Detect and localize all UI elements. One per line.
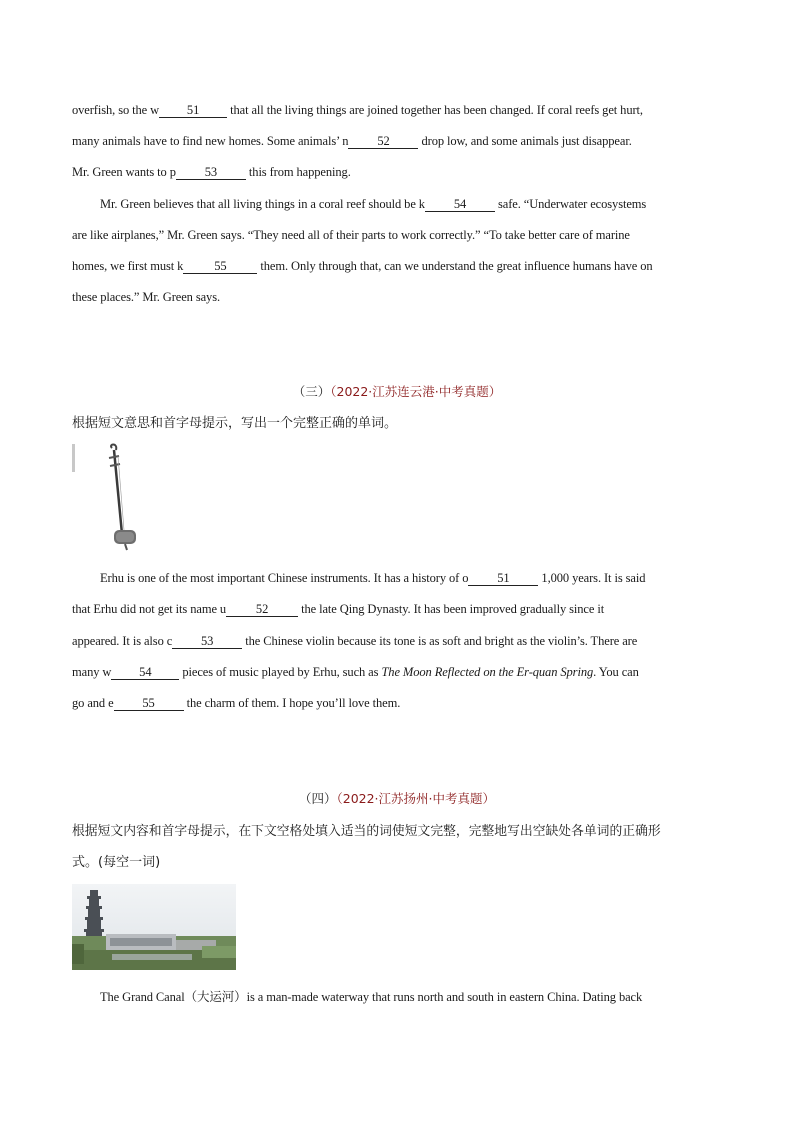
- answer-blank-55: 55: [183, 260, 257, 274]
- passage-line-7: these places.” Mr. Green says.: [72, 290, 220, 304]
- grand-canal-image: [72, 884, 236, 970]
- answer-blank-52b: 52: [226, 603, 298, 617]
- passage-line-6: homes, we first must k 55 them. Only through that, can we understand the great influence humans have on: [72, 259, 653, 273]
- answer-blank-53: 53: [176, 166, 246, 180]
- erhu-line-1: Erhu is one of the most important Chinese instruments. It has a history of o 51 1,000 years. It is said: [100, 571, 646, 585]
- erhu-line-2: that Erhu did not get its name u 52 the late Qing Dynasty. It has been improved gradually since it: [72, 602, 605, 616]
- section-4-instruction-1: 根据短文内容和首字母提示，在下文空格处填入适当的词使短文完整，完整地写出空缺处各单词的正确形: [72, 824, 661, 839]
- answer-blank-55b: 55: [114, 697, 184, 711]
- answer-blank-54b: 54: [111, 666, 179, 680]
- section-3-heading: （三）（2022·江苏连云港·中考真题）: [292, 384, 502, 399]
- erhu-image: [72, 442, 144, 554]
- answer-blank-54: 54: [425, 198, 495, 212]
- passage-line-1: overfish, so the w 51 that all the living things are joined together has been changed. If coral reefs get hurt,: [72, 103, 643, 117]
- erhu-line-3: appeared. It is also c 53 the Chinese violin because its tone is as soft and bright as the violin’s. There are: [72, 634, 638, 648]
- passage-line-3: Mr. Green wants to p 53 this from happening.: [72, 165, 351, 179]
- erhu-icon: [72, 442, 144, 554]
- passage-line-5: are like airplanes,” Mr. Green says. “They need all of their parts to work correctly.” “To take better care of marine: [72, 228, 630, 242]
- section-4-instruction-2: 式。(每空一词): [72, 855, 161, 870]
- passage-line-2: many animals have to find new homes. Some animals’ n 52 drop low, and some animals just disappear.: [72, 134, 632, 148]
- section-3-instruction: 根据短文意思和首字母提示，写出一个完整正确的单词。: [72, 416, 398, 431]
- passage-line-4: Mr. Green believes that all living things in a coral reef should be k 54 safe. “Underwater ecosystems: [100, 197, 647, 211]
- answer-blank-53b: 53: [172, 635, 242, 649]
- answer-blank-51b: 51: [468, 572, 538, 586]
- canal-line-1: The Grand Canal（大运河）is a man-made waterway that runs north and south in eastern China. Dating back: [100, 990, 643, 1004]
- grand-canal-photo-icon: [72, 884, 236, 970]
- answer-blank-52: 52: [348, 135, 418, 149]
- section-4-heading: （四）（2022·江苏扬州·中考真题）: [298, 791, 496, 806]
- erhu-line-5: go and e 55 the charm of them. I hope you’ll love them.: [72, 696, 401, 710]
- answer-blank-51: 51: [159, 104, 227, 118]
- erhu-line-4: many w 54 pieces of music played by Erhu, such as The Moon Reflected on the Er-quan Spring. You can: [72, 665, 639, 679]
